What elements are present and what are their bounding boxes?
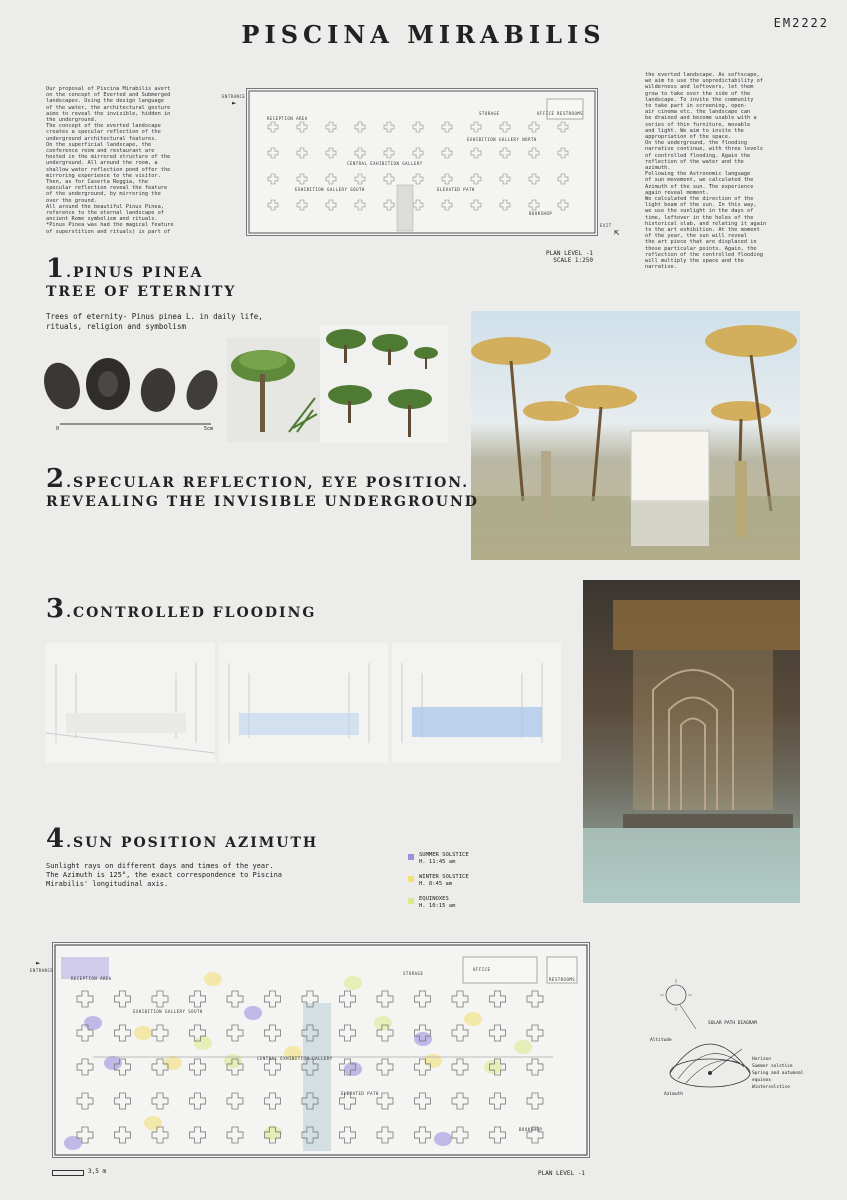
- sunlight-spot: [244, 1006, 262, 1020]
- section1-number: 1: [46, 254, 67, 284]
- plan-pillar: [452, 1025, 468, 1041]
- solar-legend-equinox: Spring and autumnal equinox: [752, 1071, 804, 1083]
- scale-bar: [52, 1170, 84, 1176]
- plan-pillar: [152, 1025, 168, 1041]
- section2-subtitle: REVEALING THE INVISIBLE UNDERGROUND: [46, 494, 479, 510]
- section4-description: Sunlight rays on different days and times of the year. The Azimuth is 125°, the exact correspondence to Piscina Mirabilis' longitudinal axis.: [46, 862, 283, 888]
- bottom-label-restrooms: RESTROOMS: [549, 977, 576, 982]
- plan-pillar: [265, 991, 281, 1007]
- plan-pillar: [190, 1093, 206, 1109]
- solar-label-altitude: Altitude: [650, 1038, 672, 1043]
- seeds-scale-end: 5cm: [204, 426, 214, 432]
- plan-pillar: [268, 122, 278, 132]
- plan-pillar: [340, 1127, 356, 1143]
- sunlight-spot: [344, 976, 362, 990]
- plan-pillar: [227, 1127, 243, 1143]
- bottom-label-bookshop: BOOKSHOP: [519, 1127, 543, 1132]
- plan-pillar: [297, 200, 307, 210]
- solar-label-azimuth: Azimuth: [664, 1092, 683, 1097]
- pine-silhouette-group: [326, 329, 438, 437]
- plan-pillar: [152, 991, 168, 1007]
- plan-pillar: [415, 1093, 431, 1109]
- section2-title: .SPECULAR REFLECTION, EYE POSITION.: [66, 475, 470, 491]
- top-label-bookshop: BOOKSHOP: [529, 211, 553, 216]
- plan-pillar: [384, 200, 394, 210]
- legend-label-winter: WINTER SOLSTICE: [419, 874, 469, 880]
- bottom-label-storage: STORAGE: [403, 971, 424, 976]
- legend-item-summer: [408, 852, 558, 874]
- plan-pillar: [268, 200, 278, 210]
- plan-pillar: [558, 174, 568, 184]
- legend-swatch-winter: [408, 876, 414, 882]
- plan-pillar: [442, 122, 452, 132]
- plan-pillar: [415, 1127, 431, 1143]
- plan-pillar: [227, 1025, 243, 1041]
- sunlight-spot: [134, 1026, 152, 1040]
- plan-pillar: [413, 122, 423, 132]
- bottom-label-gallery-south: EXHIBITION GALLERY SOUTH: [133, 1009, 203, 1014]
- plan-pillar: [355, 122, 365, 132]
- plan-pillar: [452, 991, 468, 1007]
- top-label-reception: RECEPTION AREA: [267, 116, 308, 121]
- legend-time-equinox: H. 10:15 am: [419, 903, 456, 909]
- pine-seeds-image: [36, 352, 226, 432]
- intro-text: Our proposal of Piscina Mirabilis avert on the concept of Everted and Submerged landscapes. Using the design language of the water, the architectural gesture aims to reveal the invisible, hidden in the underground. The concept of the everted landscape creates a specular reflection of the underground architectural features. On the superficial landscape, the conference room and restaurant are hosted in the mirrored structure of the underground. All around the room, a shallow water reflection pond offer the mirroring experience to the visitor. Then, as for Caserta Reggia, the specular reflection reveal the feature of the underground, by mirroring the over the ground. All around the beautiful Pinus Pinea, reference to the eternal landscape of ancient Rome symbolism and rituals. *Pinus Pinea was had the magical feature of superstition and rituals) is part of: [46, 86, 174, 235]
- section1-heading: [46, 254, 237, 302]
- plan-pillar: [355, 174, 365, 184]
- plan-pillar: [115, 1127, 131, 1143]
- north-arrow-icon: ⇱: [614, 228, 620, 238]
- plan-pillar: [297, 122, 307, 132]
- bottom-plan-drawing: [53, 943, 589, 1157]
- plan-pillar: [452, 1127, 468, 1143]
- plan-pillar: [115, 1025, 131, 1041]
- top-plan-caption-title: PLAN LEVEL -1: [546, 250, 593, 257]
- solar-legend-horizon: Horizon: [752, 1057, 771, 1062]
- plan-pillar: [190, 1059, 206, 1075]
- plan-pillar: [527, 1025, 543, 1041]
- top-label-gallery-north: EXHIBITION GALLERY NORTH: [467, 137, 537, 142]
- solar-diagram-title: SOLAR PATH DIAGRAM: [708, 1021, 757, 1026]
- plan-pillar: [500, 148, 510, 158]
- top-label-gallery-south: EXHIBITION GALLERY SOUTH: [295, 187, 365, 192]
- plan-pillar: [77, 1059, 93, 1075]
- plan-pillar: [529, 174, 539, 184]
- plan-pillar: [384, 174, 394, 184]
- plan-pillar: [490, 1093, 506, 1109]
- plan-pillar: [529, 200, 539, 210]
- plan-pillar: [415, 991, 431, 1007]
- plan-pillar: [413, 200, 423, 210]
- section3-heading: [46, 594, 317, 624]
- section1-title: .PINUS PINEA: [66, 265, 204, 281]
- legend-label-summer: SUMMER SOLSTICE: [419, 852, 469, 858]
- top-plan-caption: [541, 250, 593, 264]
- bottom-floor-plan: [52, 942, 590, 1158]
- top-floor-plan: [246, 88, 598, 236]
- plan-pillar: [268, 174, 278, 184]
- top-plan-caption-scale: SCALE 1:250: [553, 257, 593, 264]
- legend-item-winter: [408, 874, 558, 896]
- sunlight-spot: [144, 1116, 162, 1130]
- plan-pillar: [558, 122, 568, 132]
- plan-pillar: [77, 991, 93, 1007]
- plan-pillar: [500, 122, 510, 132]
- plan-pillar: [413, 174, 423, 184]
- plan-pillar: [152, 1093, 168, 1109]
- plan-pillar: [500, 174, 510, 184]
- sunlight-spot: [424, 1054, 442, 1068]
- underground-render: [583, 580, 800, 903]
- side-text: the everted landscape. As softscape, we aim to use the unpredictability of wilderness and leftovers, let them grow to take over the side of the landscape. To invite the community to take part in screening, open- air cinema etc. the landscape can be drained and become usable with a series of thin furniture, movable and light. We aim to invite the appropriation of the space. On the underground, the flooding narrative continue, with three levels of controlled flooding. Again the reflection of the water and the azimuth. Following the Astronomic language of sun movement, we calculated the Azimuth of the sun. The experience again reveal moment. We calculated the direction of the light beam of the sun. In this way, we use the sunlight in the days of time, leftover in the holes of the historical slab, and relating it again to the art exhibition. At the moment of the year, the sun will reveal the art piece that are displaced in those particular points. Again, the reflection of the controlled flooding will multiply the space and the narrative.: [645, 72, 767, 271]
- section2-number: 2: [46, 464, 67, 494]
- legend-label-equinox: EQUINOXES: [419, 896, 449, 902]
- bottom-label-elevated-path: ELEVATED PATH: [341, 1091, 379, 1096]
- page-title: PISCINA MIRABILIS: [241, 20, 606, 49]
- plan-pillar: [355, 200, 365, 210]
- legend-swatch-equinox: [408, 898, 414, 904]
- bottom-label-entrance: ENTRANCE: [30, 968, 54, 973]
- plan-pillar: [442, 174, 452, 184]
- top-label-central-gallery: CENTRAL EXHIBITION GALLERY: [347, 161, 423, 166]
- plan-pillar: [377, 991, 393, 1007]
- legend-time-winter: H. 8:45 am: [419, 881, 453, 887]
- flooding-stage-1: [46, 643, 215, 763]
- plan-pillar: [377, 1093, 393, 1109]
- bottom-label-office: OFFICE: [473, 967, 491, 972]
- plan-pillar: [558, 148, 568, 158]
- sunlight-spot: [484, 1060, 502, 1074]
- plan-pillar: [355, 148, 365, 158]
- bottom-label-reception: RECEPTION AREA: [71, 976, 112, 981]
- landscape-render: [471, 311, 800, 560]
- plan-pillar: [490, 1127, 506, 1143]
- legend-time-summer: H. 11:45 am: [419, 859, 456, 865]
- plan-pillar: [527, 1059, 543, 1075]
- flooding-stage-2: [219, 643, 388, 763]
- plan-pillar: [190, 1127, 206, 1143]
- plan-pillar: [115, 1093, 131, 1109]
- plan-pillar: [340, 991, 356, 1007]
- plan-pillar: [340, 1025, 356, 1041]
- top-label-office: OFFICE: [537, 111, 555, 116]
- legend-swatch-summer: [408, 854, 414, 860]
- section1-subtitle: Trees of eternity- Pinus pinea L. in daily life, rituals, religion and symbolism: [46, 312, 263, 331]
- plan-pillar: [77, 1093, 93, 1109]
- plan-pillar: [529, 122, 539, 132]
- plan-pillar: [471, 122, 481, 132]
- top-label-elevated-path: ELEVATED PATH: [437, 187, 475, 192]
- section3-number: 3: [46, 594, 67, 624]
- plan-pillar: [297, 174, 307, 184]
- section1-subtitle-heading: TREE OF ETERNITY: [46, 284, 237, 300]
- plan-pillar: [268, 148, 278, 158]
- bottom-label-central-gallery: CENTRAL EXHIBITION GALLERY: [257, 1056, 333, 1061]
- top-label-storage: STORAGE: [479, 111, 500, 116]
- entrance-arrow-icon: ►: [232, 99, 237, 107]
- plan-pillar: [326, 200, 336, 210]
- section2-heading: [46, 464, 479, 512]
- plan-pillar: [471, 200, 481, 210]
- section4-heading: [46, 824, 319, 854]
- plan-pillar: [529, 148, 539, 158]
- plan-pillar: [190, 991, 206, 1007]
- sunlight-spot: [434, 1132, 452, 1146]
- plan-pillar: [471, 148, 481, 158]
- section3-title: .CONTROLLED FLOODING: [66, 605, 317, 621]
- sunlight-spot: [514, 1040, 532, 1054]
- plan-pillar: [527, 1093, 543, 1109]
- bottom-plan-caption: PLAN LEVEL -1: [538, 1170, 585, 1177]
- plan-pillar: [558, 200, 568, 210]
- sunlight-spot: [464, 1012, 482, 1026]
- plan-pillar: [442, 148, 452, 158]
- section4-title: .SUN POSITION AZIMUTH: [66, 835, 319, 851]
- plan-pillar: [377, 1059, 393, 1075]
- project-code: EM2222: [773, 16, 829, 30]
- plan-pillar: [490, 991, 506, 1007]
- plan-pillar: [413, 148, 423, 158]
- pine-tree-photo: [227, 338, 320, 442]
- bottom-entrance-arrow-icon: ►: [36, 959, 41, 967]
- plan-pillar: [326, 148, 336, 158]
- plan-pillar: [527, 991, 543, 1007]
- sunlight-spot: [84, 1016, 102, 1030]
- plan-pillar: [265, 1025, 281, 1041]
- sunlight-spot: [164, 1056, 182, 1070]
- sunlight-spot: [194, 1036, 212, 1050]
- plan-pillar: [297, 148, 307, 158]
- sun-icon: [666, 985, 686, 1005]
- sun-legend: [408, 852, 558, 918]
- top-label-restrooms: RESTROOMS: [557, 111, 584, 116]
- plan-pillar: [452, 1059, 468, 1075]
- seeds-scale-start: 0: [56, 426, 60, 432]
- sunlight-spot: [374, 1016, 392, 1030]
- top-label-exit: EXIT: [600, 223, 612, 228]
- flooding-stage-3: [392, 643, 561, 763]
- plan-pillar: [326, 122, 336, 132]
- plan-pillar: [490, 1025, 506, 1041]
- plan-pillar: [265, 1093, 281, 1109]
- plan-pillar: [227, 1093, 243, 1109]
- plan-pillar: [442, 200, 452, 210]
- plan-pillar: [452, 1093, 468, 1109]
- plan-pillar: [326, 174, 336, 184]
- scale-bar-label: 3,5 m: [88, 1168, 107, 1175]
- solar-legend-summer: Summer solstice: [752, 1064, 793, 1069]
- plan-pillar: [265, 1059, 281, 1075]
- solar-legend: [752, 1056, 822, 1091]
- sunlight-spot: [414, 1032, 432, 1046]
- plan-pillar: [115, 991, 131, 1007]
- plan-pillar: [384, 148, 394, 158]
- sunlight-spot: [204, 972, 222, 986]
- plan-pillar: [227, 991, 243, 1007]
- pine-silhouettes: [320, 325, 448, 443]
- section4-number: 4: [46, 824, 67, 854]
- plan-pillar: [500, 200, 510, 210]
- plan-pillar: [384, 122, 394, 132]
- legend-item-equinox: [408, 896, 558, 918]
- plan-pillar: [471, 174, 481, 184]
- solar-legend-winter: Wintersolstice: [752, 1085, 790, 1090]
- top-label-entrance: ENTRANCE: [222, 94, 246, 99]
- plan-pillar: [377, 1127, 393, 1143]
